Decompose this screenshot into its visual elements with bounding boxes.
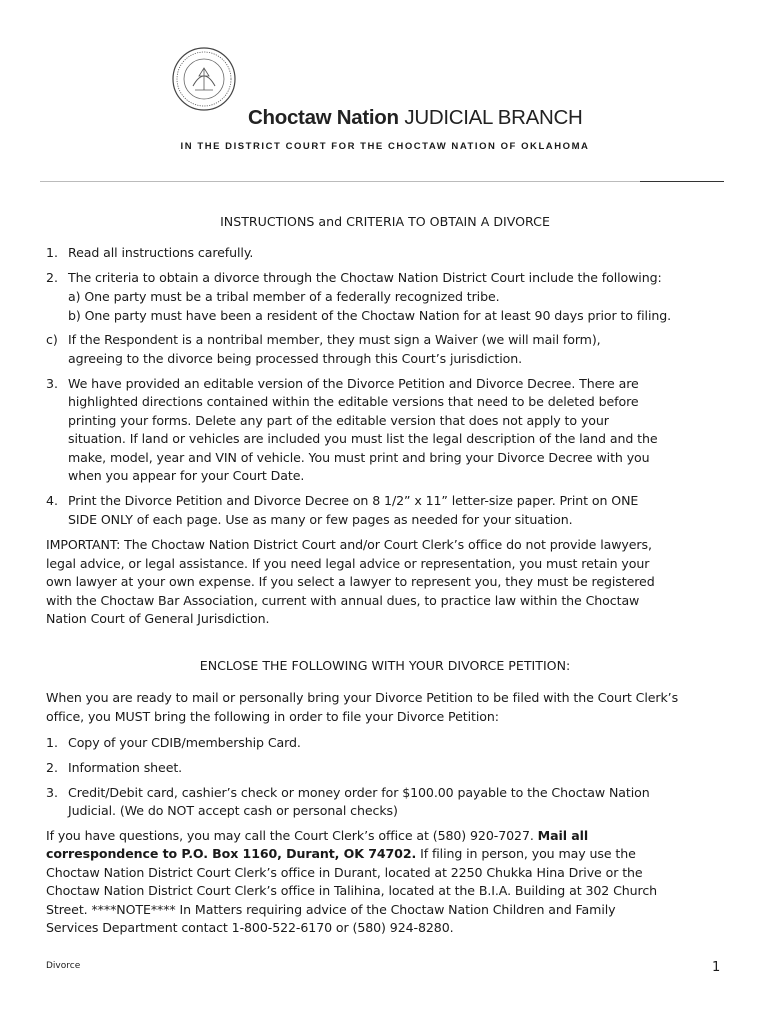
item-text: make, model, year and VIN of vehicle. You must print and bring your Divorce Decree with you — [68, 450, 650, 465]
item-number: 3. — [46, 376, 59, 391]
item-number: 1. — [46, 735, 59, 750]
contact-bold: correspondence to P.O. Box 1160, Durant, OK 74702. — [46, 846, 417, 861]
sub-item-b: b) One party must have been a resident of the Choctaw Nation for at least 90 days prior to filing. — [68, 308, 672, 323]
important-text: Nation Court of General Jurisdiction. — [46, 611, 270, 626]
important-text: own lawyer at your own expense. If you select a lawyer to represent you, they must be registered — [46, 574, 655, 589]
item-text: agreeing to the divorce being processed through this Court’s jurisdiction. — [68, 351, 522, 366]
contact-text — [46, 827, 588, 845]
contact-text: Choctaw Nation District Court Clerk’s office in Talihina, located at the B.I.A. Building at 302 Church — [46, 883, 658, 898]
enclose-intro: office, you MUST bring the following in order to file your Divorce Petition: — [46, 709, 499, 724]
item-text: If the Respondent is a nontribal member, they must sign a Waiver (we will mail form), — [68, 332, 601, 347]
item-text: We have provided an editable version of the Divorce Petition and Divorce Decree. There are — [68, 376, 639, 391]
item-number: c) — [46, 332, 58, 347]
contact-bold: Mail all — [537, 828, 589, 843]
contact-text: Choctaw Nation District Court Clerk’s office in Durant, located at 2250 Chukka Hina Drive or the — [46, 865, 643, 880]
header-rule — [40, 181, 722, 182]
item-number: 2. — [46, 760, 59, 775]
item-text: SIDE ONLY of each page. Use as many or few pages as needed for your situation. — [68, 512, 573, 527]
item-number: 3. — [46, 785, 59, 800]
page-number: 1 — [712, 960, 721, 975]
item-text: Copy of your CDIB/membership Card. — [68, 735, 301, 750]
contact-text: Street. ****NOTE**** In Matters requiring advice of the Choctaw Nation Children and Family — [46, 902, 616, 917]
enclose-intro: When you are ready to mail or personally bring your Divorce Petition to be filed with the Court Clerk’s — [46, 690, 679, 705]
item-number: 4. — [46, 493, 59, 508]
contact-text: Services Department contact 1-800-522-6170 or (580) 924-8280. — [46, 920, 454, 935]
item-text: printing your forms. Delete any part of the editable version that does not apply to your — [68, 413, 609, 428]
important-text: legal advice, or legal assistance. If you need legal advice or representation, you must retain your — [46, 556, 650, 571]
header-rule-accent — [640, 181, 724, 182]
item-text: highlighted directions contained within the editable versions that need to be deleted before — [68, 394, 639, 409]
item-text: Credit/Debit card, cashier’s check or money order for $100.00 payable to the Choctaw Nation — [68, 785, 650, 800]
item-text: Information sheet. — [68, 760, 183, 775]
choctaw-seal-logo — [171, 46, 237, 112]
brand-light: JUDICIAL BRANCH — [404, 106, 583, 129]
item-text: The criteria to obtain a divorce through the Choctaw Nation District Court include the following: — [68, 270, 662, 285]
item-text: Print the Divorce Petition and Divorce Decree on 8 1/2” x 11” letter-size paper. Print on ONE — [68, 493, 639, 508]
item-number: 1. — [46, 245, 59, 260]
contact-text-part: If filing in person, you may use the — [416, 846, 636, 861]
brand-bold: Choctaw Nation — [248, 106, 399, 129]
brand-heading — [248, 106, 583, 130]
court-line: IN THE DISTRICT COURT FOR THE CHOCTAW NATION OF OKLAHOMA — [180, 141, 590, 152]
contact-text-part: If you have questions, you may call the Court Clerk’s office at (580) 920-7027. — [46, 828, 538, 843]
enclose-title: ENCLOSE THE FOLLOWING WITH YOUR DIVORCE PETITION: — [199, 658, 571, 673]
footer-label: Divorce — [46, 961, 81, 971]
instructions-title: INSTRUCTIONS and CRITERIA TO OBTAIN A DIVORCE — [220, 214, 550, 229]
item-text: Read all instructions carefully. — [68, 245, 254, 260]
important-text: IMPORTANT: The Choctaw Nation District Court and/or Court Clerk’s office do not provide lawyers, — [46, 537, 652, 552]
item-text: situation. If land or vehicles are included you must list the legal description of the land and the — [68, 431, 658, 446]
item-text: Judicial. (We do NOT accept cash or personal checks) — [68, 803, 398, 818]
sub-item-a: a) One party must be a tribal member of a federally recognized tribe. — [68, 289, 500, 304]
important-text: with the Choctaw Bar Association, current with annual dues, to practice law within the Choctaw — [46, 593, 640, 608]
item-number: 2. — [46, 270, 59, 285]
contact-text — [46, 845, 636, 863]
item-text: when you appear for your Court Date. — [68, 468, 305, 483]
